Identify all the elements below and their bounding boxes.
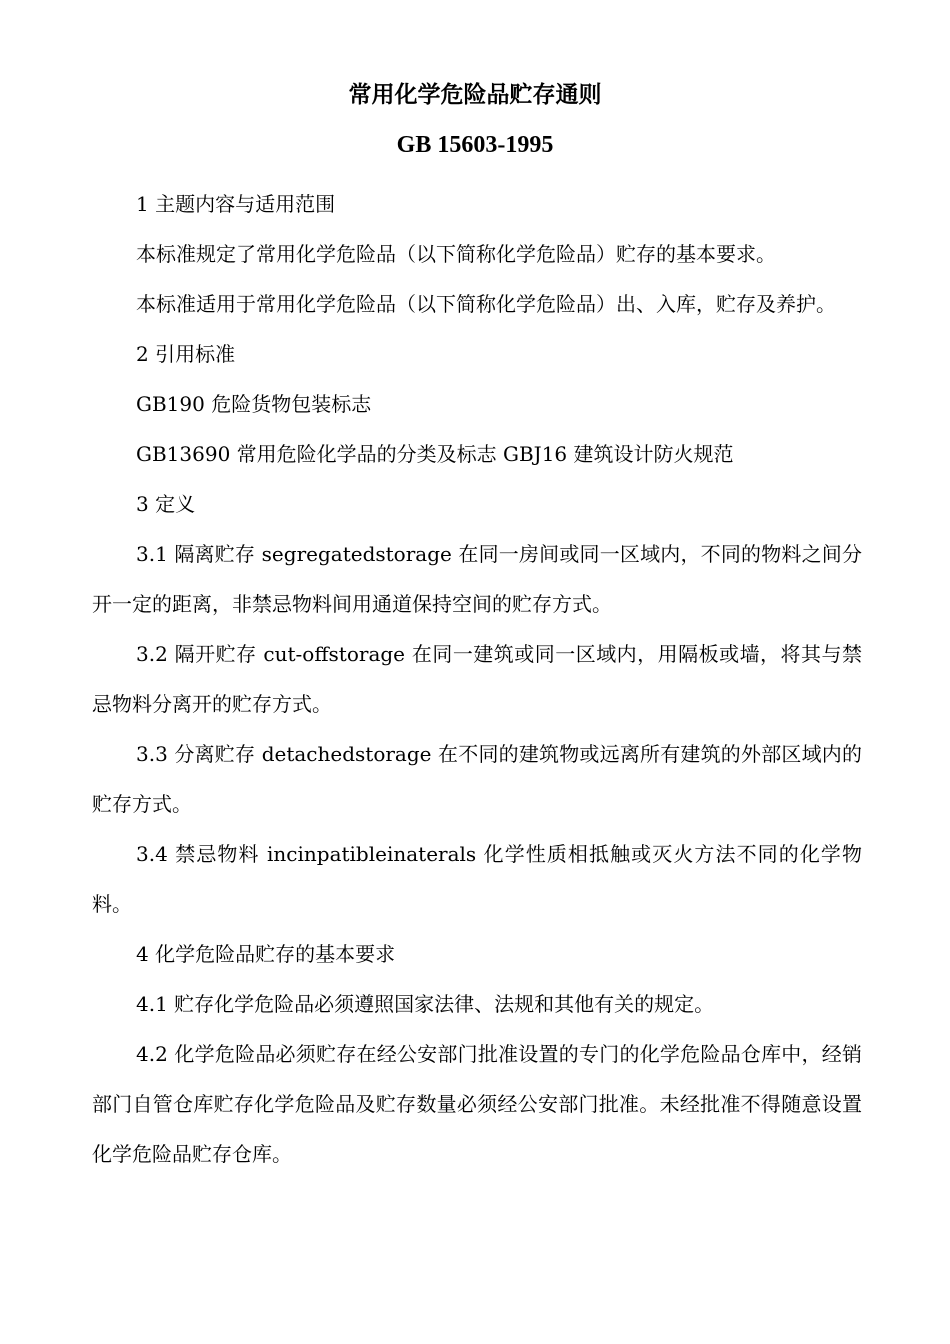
definition-3-2: 3.2 隔开贮存 cut-offstorage 在同一建筑或同一区域内，用隔板或墙，将其与禁忌物料分离开的贮存方式。 bbox=[92, 642, 862, 716]
definition-3-4: 3.4 禁忌物料 incinpatibleinaterals 化学性质相抵触或灭火方法不同的化学物料。 bbox=[92, 842, 862, 916]
section-4-heading: 4 化学危险品贮存的基本要求 bbox=[136, 942, 396, 966]
requirement-4-1: 4.1 贮存化学危险品必须遵照国家法律、法规和其他有关的规定。 bbox=[136, 992, 715, 1016]
standard-code: GB 15603-1995 bbox=[396, 132, 554, 158]
section-2-heading: 2 引用标准 bbox=[136, 342, 236, 366]
requirement-4-2: 4.2 化学危险品必须贮存在经公安部门批准设置的专门的化学危险品仓库中，经销部门自管仓库贮存化学危险品及贮存数量必须经公安部门批准。未经批准不得随意设置化学危险品贮存仓库。 bbox=[92, 1042, 862, 1166]
document-body bbox=[92, 179, 862, 1179]
paragraph-scope-applicability: 本标准适用于常用化学危险品（以下简称化学危险品）出、入库，贮存及养护。 bbox=[136, 292, 836, 316]
section-1-heading: 1 主题内容与适用范围 bbox=[136, 192, 336, 216]
definition-3-1: 3.1 隔离贮存 segregatedstorage 在同一房间或同一区域内，不同的物料之间分开一定的距离，非禁忌物料间用通道保持空间的贮存方式。 bbox=[92, 542, 862, 616]
reference-gb13690-gbj16: GB13690 常用危险化学品的分类及标志 GBJ16 建筑设计防火规范 bbox=[136, 442, 734, 466]
document-title: 常用化学危险品贮存通则 bbox=[348, 81, 602, 108]
reference-gb190: GB190 危险货物包装标志 bbox=[136, 392, 372, 416]
paragraph-scope-content: 本标准规定了常用化学危险品（以下简称化学危险品）贮存的基本要求。 bbox=[136, 242, 776, 266]
section-3-heading: 3 定义 bbox=[136, 492, 196, 516]
definition-3-3: 3.3 分离贮存 detachedstorage 在不同的建筑物或远离所有建筑的外部区域内的贮存方式。 bbox=[92, 742, 862, 816]
